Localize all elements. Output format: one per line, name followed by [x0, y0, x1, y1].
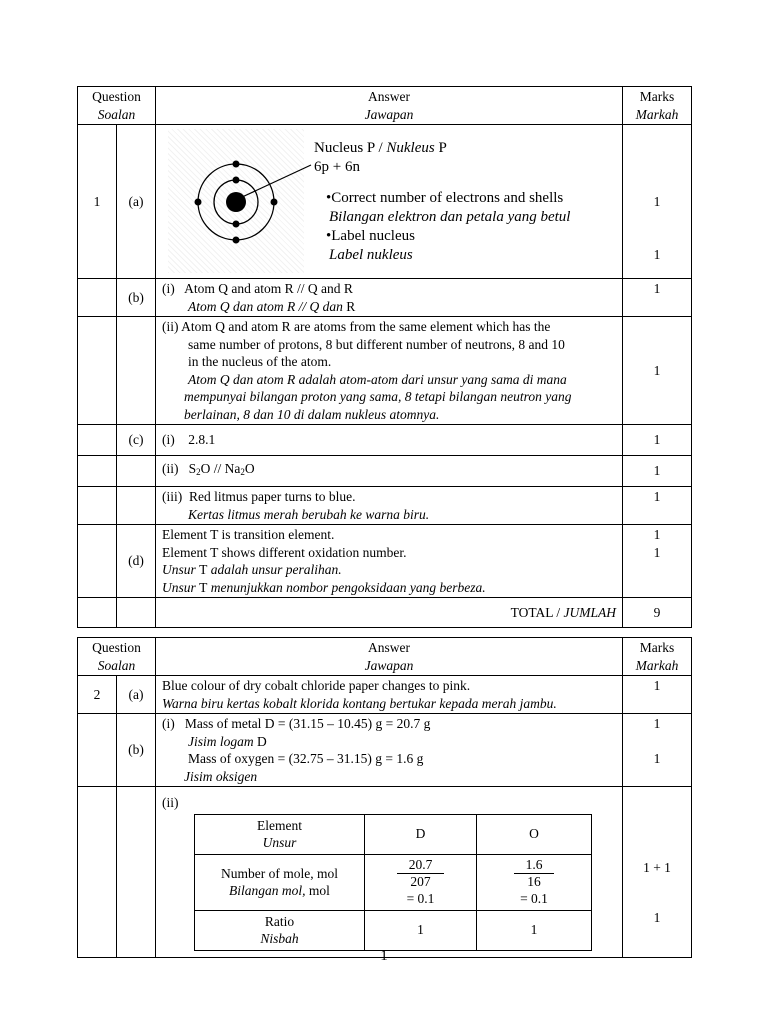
marking-table-q1 [77, 86, 692, 628]
mole-d: $\frac{20.7}{207}$ = 0.1 [365, 854, 477, 910]
q1c-part: (c) [117, 425, 156, 456]
q2a-answer: Blue colour of dry cobalt chloride paper changes to pink. Warna biru kertas kobalt klorida kontang bertukar kepada merah jambu. [156, 676, 623, 714]
ratio-o: 1 [477, 910, 592, 950]
q1d-answer: Element T is transition element. Element T shows different oxidation number. Unsur T adalah unsur peralihan. Unsur T menunjukkan nombor pengoksidaan yang berbeza. [156, 525, 623, 598]
nucleus [226, 192, 246, 212]
q1c-i-mark: 1 [623, 425, 692, 456]
page-number: 1 [380, 948, 388, 964]
q2a-mark: 1 [623, 676, 692, 714]
element-o: O [477, 814, 592, 854]
question-header: Question Soalan [78, 638, 156, 676]
element-header: Element Unsur [195, 814, 365, 854]
electron [233, 221, 240, 228]
answer-header-en: Answer [368, 89, 410, 104]
mole-label: Number of mole, mol Bilangan mol, mol [195, 854, 365, 910]
ratio-row [195, 910, 592, 950]
q1a-row [78, 125, 692, 279]
answer-header: Answer Jawapan [156, 638, 623, 676]
electron [271, 199, 278, 206]
q2b-ii-marks: 1 + 1 1 [623, 787, 692, 958]
q1b-part: (b) [117, 279, 156, 317]
nucleus-pointer [240, 165, 311, 198]
q1c-iii-mark: 1 [623, 487, 692, 525]
criteria-list: •Correct number of electrons and shells Bilangan elektron dan petala yang betul •Label nucleus Label nukleus [326, 190, 571, 263]
q2b-ii-answer: (ii) Element Unsur D O Number of mole, mol Bilangan mol, mol $\frac{20.7}{207}$ = 0.1 $\frac{1.6}{16}$ = 0.1 Ratio Nisbah 1 1 [156, 787, 623, 958]
answer-header-ms: Jawapan [364, 106, 414, 122]
q1c-i-row [78, 425, 692, 456]
question-header-ms: Soalan [97, 106, 136, 122]
electron [195, 199, 202, 206]
marks-header-en: Marks [639, 89, 675, 104]
marks-header-ms: Markah [635, 106, 679, 122]
answer-header [156, 87, 623, 125]
q1c-ii-row [78, 456, 692, 487]
mole-ratio-table [194, 814, 592, 951]
total-label: TOTAL / JUMLAH [156, 598, 623, 628]
header-row [78, 638, 692, 676]
marks-header [623, 87, 692, 125]
q2b-ii-row [78, 787, 692, 958]
q1b-ii-answer: (ii) Atom Q and atom R are atoms from the same element which has the same number of protons, 8 but different number of neutrons, 8 and 10 in the nucleus of the atom. Atom Q dan atom R adalah atom-atom dari unsur yang sama di mana mempunyai bilangan proton yang sama, 8 tetapi bilangan neutron yang berlainan, 8 dan 10 di dalam nukleus atomnya. [156, 317, 623, 425]
electron [233, 177, 240, 184]
ratio-label: Ratio Nisbah [195, 910, 365, 950]
marks-header: Marks Markah [623, 638, 692, 676]
q1b-ii-mark: 1 [623, 317, 692, 425]
total-marks: 9 [623, 598, 692, 628]
q1c-ii-answer: (ii) $S_2O // Na_2O$ [156, 456, 623, 487]
electron [233, 237, 240, 244]
q1c-iii-row [78, 487, 692, 525]
marking-table-q2 [77, 637, 692, 958]
q2-number: 2 [78, 676, 117, 714]
nucleus-composition: 6p + 6n [314, 159, 360, 175]
nucleus-label: Nucleus P / Nukleus P 6p + 6n [314, 140, 447, 175]
header-row [78, 87, 692, 125]
ratio-d: 1 [365, 910, 477, 950]
question-header-en: Question [92, 89, 141, 104]
q1d-part: (d) [117, 525, 156, 598]
element-d: D [365, 814, 477, 854]
q1a-part: (a) [117, 125, 156, 279]
q1a-marks: 1 1 [623, 125, 692, 279]
q1b-i-mark: 1 [623, 279, 692, 317]
q2b-i-answer: (i) Mass of metal D = (31.15 – 10.45) g = 20.7 g Jisim logam D Mass of oxygen = (32.75 – 31.15) g = 1.6 g Jisim oksigen [156, 714, 623, 787]
mole-o: $\frac{1.6}{16}$ = 0.1 [477, 854, 592, 910]
question-header [78, 87, 156, 125]
q1d-row [78, 525, 692, 598]
element-row [195, 814, 592, 854]
electron [233, 161, 240, 168]
q1c-ii-mark: 1 [623, 456, 692, 487]
q2b-i-marks: 1 1 [623, 714, 692, 787]
mole-row [195, 854, 592, 910]
q1-total-row [78, 598, 692, 628]
q1b-ii-row [78, 317, 692, 425]
q1c-i-answer: (i) 2.8.1 [156, 425, 623, 456]
q2b-part: (b) [117, 714, 156, 787]
q1d-marks: 1 1 [623, 525, 692, 598]
q2a-part: (a) [117, 676, 156, 714]
q2b-i-row [78, 714, 692, 787]
q1a-answer [156, 125, 623, 279]
q2a-row [78, 676, 692, 714]
q1c-iii-answer: (iii) Red litmus paper turns to blue. Kertas litmus merah berubah ke warna biru. [156, 487, 623, 525]
atom-diagram [156, 125, 316, 277]
q1-number: 1 [78, 125, 117, 279]
q1b-i-answer: (i) Atom Q and atom R // Q and R Atom Q dan atom R // Q dan R [156, 279, 623, 317]
q1b-i-row [78, 279, 692, 317]
